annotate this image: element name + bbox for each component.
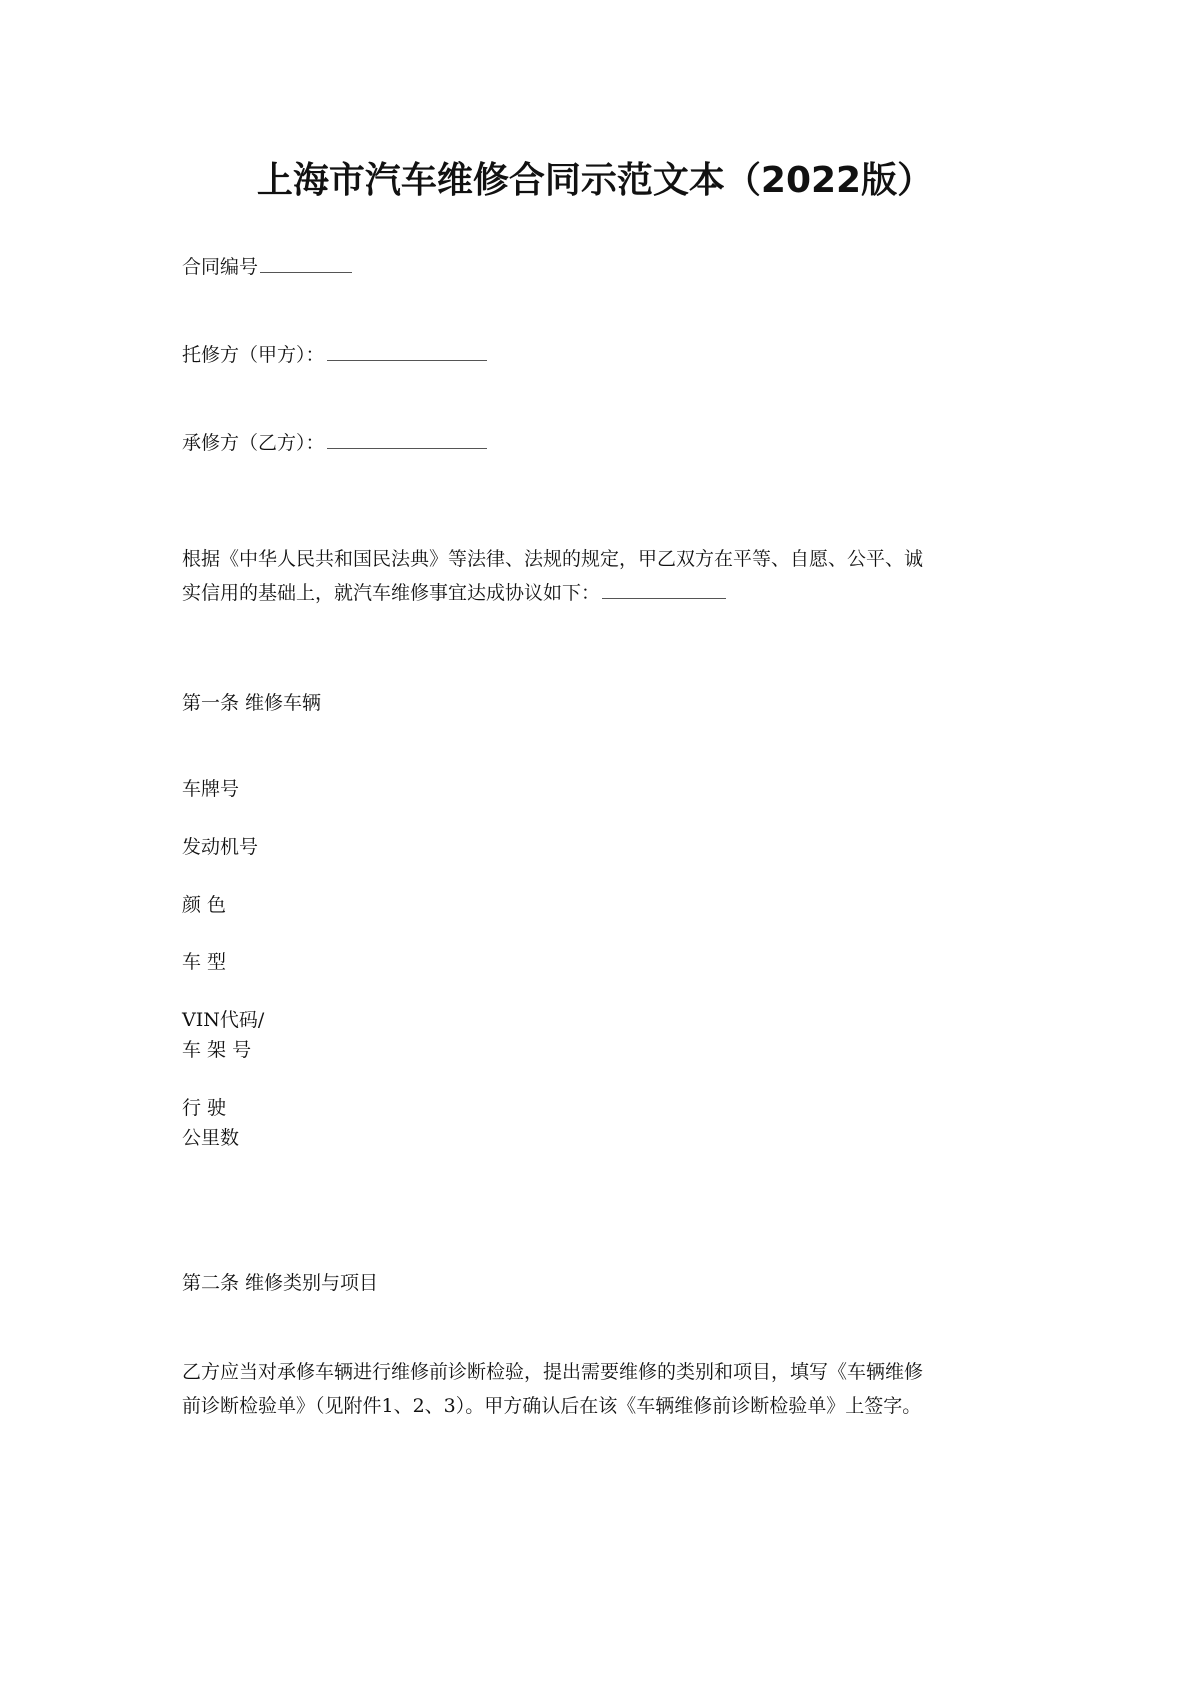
document-title: 上海市汽车维修合同示范文本（2022版） bbox=[256, 160, 934, 201]
article1-heading: 第一条 维修车辆 bbox=[182, 692, 322, 714]
party-b-line bbox=[182, 426, 487, 460]
contract-number-line bbox=[182, 250, 352, 284]
party-a-line bbox=[182, 338, 487, 372]
preamble-line-1: 根据《中华人民共和国民法典》等法律、法规的规定，甲乙双方在平等、自愿、公平、诚 bbox=[182, 548, 924, 570]
preamble-line-2 bbox=[182, 576, 726, 610]
preamble-blank[interactable] bbox=[602, 597, 726, 599]
article2-body-line-2: 前诊断检验单》（见附件1、2、3）。甲方确认后在该《车辆维修前诊断检验单》上签字。 bbox=[182, 1395, 922, 1417]
contract-number-label: 合同编号 bbox=[182, 256, 259, 278]
party-a-blank[interactable] bbox=[327, 359, 487, 361]
field-vin-code: VIN代码/ bbox=[182, 1009, 265, 1031]
field-frame-number: 车 架 号 bbox=[182, 1039, 252, 1061]
field-mileage-1: 行 驶 bbox=[182, 1097, 227, 1119]
field-color: 颜 色 bbox=[182, 894, 227, 916]
article2-body-line-1: 乙方应当对承修车辆进行维修前诊断检验，提出需要维修的类别和项目，填写《车辆维修 bbox=[182, 1361, 924, 1383]
contract-number-blank[interactable] bbox=[260, 271, 352, 273]
party-b-label: 承修方（乙方）： bbox=[182, 432, 325, 454]
party-a-label: 托修方（甲方）： bbox=[182, 344, 325, 366]
field-mileage-2: 公里数 bbox=[182, 1127, 240, 1149]
preamble-text: 实信用的基础上，就汽车维修事宜达成协议如下： bbox=[182, 582, 601, 604]
article2-heading: 第二条 维修类别与项目 bbox=[182, 1272, 379, 1294]
field-plate-number: 车牌号 bbox=[182, 778, 240, 800]
party-b-blank[interactable] bbox=[327, 447, 487, 449]
field-engine-number: 发动机号 bbox=[182, 836, 259, 858]
field-model: 车 型 bbox=[182, 951, 227, 973]
